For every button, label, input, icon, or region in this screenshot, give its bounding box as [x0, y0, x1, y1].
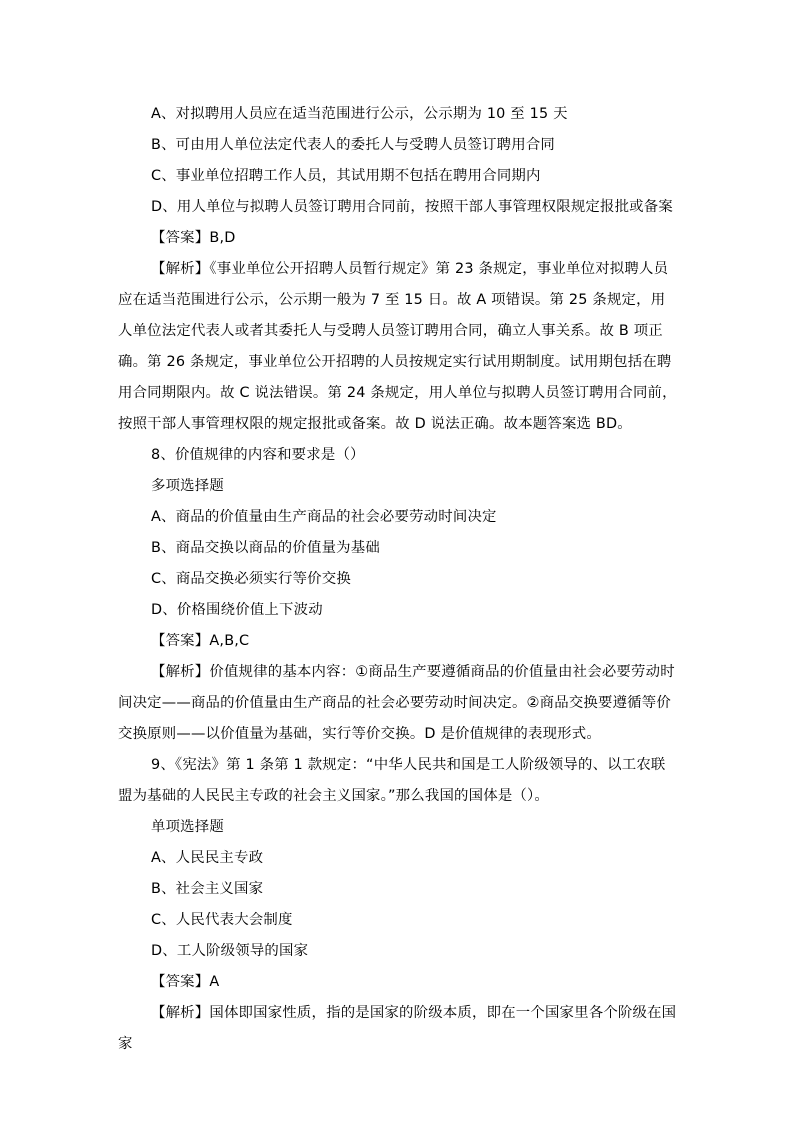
answer-label: 【答案】 — [151, 230, 210, 246]
question-type: 多项选择题 — [151, 478, 224, 494]
answer-label: 【答案】 — [151, 633, 210, 649]
option-a: A、人民民主专政 — [151, 850, 264, 866]
option-c: C、事业单位招聘工作人员，其试用期不包括在聘用合同期内 — [151, 168, 541, 184]
document-page — [118, 99, 678, 1060]
answer-value: A — [209, 974, 220, 990]
analysis-label: 【解析】 — [151, 1005, 210, 1021]
analysis-label: 【解析】 — [151, 664, 210, 680]
option-c: C、商品交换必须实行等价交换 — [151, 571, 351, 587]
answer-line — [118, 223, 678, 254]
analysis-label: 【解析】 — [151, 261, 210, 277]
answer-line — [118, 967, 678, 998]
question-stem: 8、价值规律的内容和要求是（） — [151, 447, 365, 463]
option-a: A、商品的价值量由生产商品的社会必要劳动时间决定 — [151, 509, 497, 525]
option-b: B、可由用人单位法定代表人的委托人与受聘人员签订聘用合同 — [151, 137, 556, 153]
answer-label: 【答案】 — [151, 974, 210, 990]
answer-line — [118, 626, 678, 657]
question-7 — [118, 99, 678, 440]
analysis-text: 价值规律的基本内容：①商品生产要遵循商品的价值量由社会必要劳动时间决定——商品的价值量由生产商品的社会必要劳动时间决定。②商品交换要遵循等价交换原则——以价值量为基础，实行等价交换。D 是价值规律的表现形式。 — [118, 664, 675, 742]
option-d: D、价格围绕价值上下波动 — [151, 602, 323, 618]
option-c: C、人民代表大会制度 — [151, 912, 293, 928]
answer-value: B,D — [209, 230, 236, 246]
option-d: D、用人单位与拟聘人员签订聘用合同前，按照干部人事管理权限规定报批或备案 — [151, 199, 673, 215]
answer-value: A,B,C — [209, 633, 250, 649]
option-b: B、商品交换以商品的价值量为基础 — [151, 540, 380, 556]
question-type: 单项选择题 — [151, 819, 224, 835]
question-stem: 9、《宪法》第 1 条第 1 款规定：“中华人民共和国是工人阶级领导的、以工农联盟为基础的人民民主专政的社会主义国家。”那么我国的国体是（）。 — [118, 757, 666, 804]
analysis-paragraph — [118, 254, 678, 440]
option-d: D、工人阶级领导的国家 — [151, 943, 309, 959]
question-8 — [118, 440, 678, 750]
analysis-text: 《事业单位公开招聘人员暂行规定》第 23 条规定，事业单位对拟聘人员应在适当范围进行公示，公示期一般为 7 至 15 日。故 A 项错误。第 25 条规定，用人单位法定代表人或者其委托人与受聘人员签订聘用合同，确立人事关系。故 B 项正确。第 26 条规定，事业单位公开招聘的人员按规定实行试用期制度。试用期包括在聘用合同期限内。故 C 说法错误。第 24 条规定，用人单位与拟聘人员签订聘用合同前，按照干部人事管理权限的规定报批或备案。故 D 说法正确。故本题答案选 BD。 — [118, 261, 677, 432]
question-9 — [118, 750, 678, 1060]
option-b: B、社会主义国家 — [151, 881, 264, 897]
analysis-paragraph — [118, 998, 678, 1060]
analysis-paragraph — [118, 657, 678, 750]
option-a: A、对拟聘用人员应在适当范围进行公示，公示期为 10 至 15 天 — [151, 106, 568, 122]
analysis-text: 国体即国家性质，指的是国家的阶级本质，即在一个国家里各个阶级在国家 — [118, 1005, 677, 1052]
